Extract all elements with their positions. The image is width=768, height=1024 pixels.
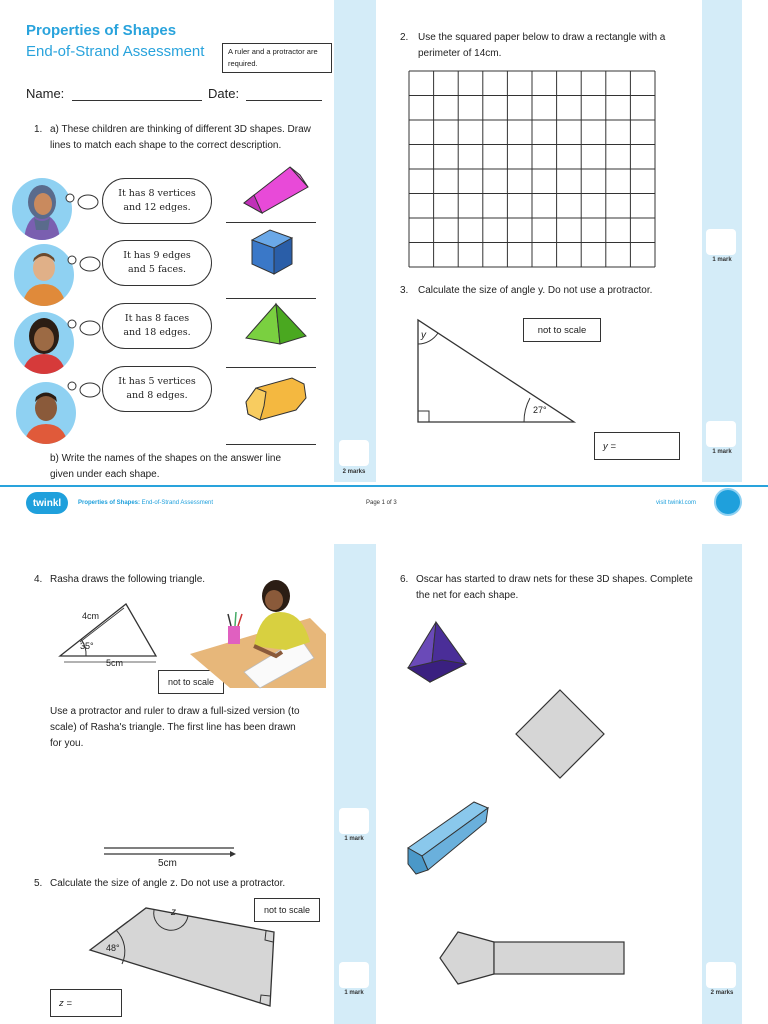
date-field[interactable] <box>246 100 322 101</box>
description-bubble-4: It has 5 vertices and 8 edges. <box>102 366 212 412</box>
q5-scale-note: not to scale <box>254 898 320 922</box>
q3-scale-note: not to scale <box>523 318 601 342</box>
q3-number: 3. <box>400 285 409 296</box>
margin-strip-left-p2 <box>334 544 376 1024</box>
q5-mark-box[interactable] <box>339 962 369 988</box>
q3-text: Calculate the size of angle y. Do not use a protractor. <box>418 285 653 296</box>
tetrahedron-net-square[interactable] <box>512 688 608 784</box>
pentagonal-prism-icon <box>404 798 494 878</box>
q5-answer-box[interactable]: z = <box>50 989 122 1017</box>
q4-line-label: 5cm <box>158 858 177 869</box>
twinkl-badge-icon <box>714 488 742 516</box>
margin-strip-left <box>334 0 376 482</box>
q3-answer-box[interactable]: y = <box>594 432 680 460</box>
answer-line-shape-2[interactable] <box>226 298 316 299</box>
side-4cm-label: 4cm <box>82 611 100 621</box>
hexagonal-prism-icon <box>242 374 312 422</box>
description-bubble-2: It has 9 edges and 5 faces. <box>102 240 212 286</box>
q5-text: Calculate the size of angle z. Do not use a protractor. <box>50 878 286 889</box>
name-field[interactable] <box>72 100 202 101</box>
page-title: Properties of Shapes <box>26 22 177 39</box>
name-label: Name: <box>26 86 65 101</box>
q6-number: 6. <box>400 574 409 585</box>
q4-mark-box[interactable] <box>339 808 369 834</box>
q5-marks-label: 1 mark <box>344 990 364 996</box>
angle-y-label: y <box>421 330 426 341</box>
tetrahedron-icon <box>406 620 470 686</box>
page-subtitle: End-of-Strand Assessment <box>26 43 205 60</box>
q6-mark-box[interactable] <box>706 962 736 988</box>
angle-27-label: 27° <box>533 405 547 415</box>
girl-drawing-illustration <box>190 576 326 688</box>
q1-part-b: b) Write the names of the shapes on the answer line given under each shape. <box>50 453 282 480</box>
cube-icon <box>248 228 298 278</box>
q1-mark-box[interactable] <box>339 440 369 466</box>
angle-35-label: 35° <box>80 641 94 651</box>
q4-marks-label: 1 mark <box>344 836 364 842</box>
page-2 <box>0 540 768 1024</box>
q3-mark-box[interactable] <box>706 421 736 447</box>
angle-z-label: z <box>171 907 176 918</box>
q1-marks-label: 2 marks <box>342 469 366 475</box>
q1-part-a: a) These children are thinking of different 3D shapes. Draw lines to match each shape to the correct description. <box>50 124 311 151</box>
squared-paper-grid[interactable] <box>408 70 656 268</box>
margin-strip-right-p2 <box>702 544 742 1024</box>
side-5cm-label: 5cm <box>106 658 124 668</box>
q4-number: 4. <box>34 574 43 585</box>
q6-marks-label: 2 marks <box>710 990 734 996</box>
q2-number: 2. <box>400 32 409 43</box>
q4-starting-line[interactable] <box>102 846 242 856</box>
equipment-note: A ruler and a protractor are required. <box>222 43 332 73</box>
answer-line-shape-4[interactable] <box>226 444 316 445</box>
description-bubble-3: It has 8 faces and 18 edges. <box>102 303 212 349</box>
q4-instruction: Use a protractor and ruler to draw a full-sized version (to scale) of Rasha's triangle. The first line has been drawn for you. <box>50 706 300 749</box>
footer-doc-title: Properties of Shapes: End-of-Strand Assessment <box>78 500 214 506</box>
answer-line-shape-3[interactable] <box>226 367 316 368</box>
description-bubble-1: It has 8 vertices and 12 edges. <box>102 178 212 224</box>
footer-page-number: Page 1 of 3 <box>366 500 397 506</box>
q2-mark-box[interactable] <box>706 229 736 255</box>
q1-number: 1. <box>34 124 43 135</box>
q6-text: Oscar has started to draw nets for these 3D shapes. Complete the net for each shape. <box>416 574 693 601</box>
triangular-prism-icon <box>240 165 310 215</box>
angle-48-label: 48° <box>106 943 120 953</box>
answer-line-shape-1[interactable] <box>226 222 316 223</box>
twinkl-logo[interactable]: twinkl <box>26 492 68 514</box>
q5-number: 5. <box>34 878 43 889</box>
date-label: Date: <box>208 86 240 101</box>
pentagonal-prism-net[interactable] <box>436 928 636 988</box>
thought-puffs <box>60 188 100 448</box>
q2-marks-label: 1 mark <box>712 257 732 263</box>
q2-text: Use the squared paper below to draw a rectangle with a perimeter of 14cm. <box>418 32 666 59</box>
q4-text: Rasha draws the following triangle. <box>50 574 206 585</box>
q4-scale-note: not to scale <box>158 670 224 694</box>
footer-site-link[interactable]: visit twinkl.com <box>656 500 697 506</box>
q3-marks-label: 1 mark <box>712 449 732 455</box>
square-pyramid-icon <box>242 302 312 348</box>
footer-divider <box>0 485 768 487</box>
